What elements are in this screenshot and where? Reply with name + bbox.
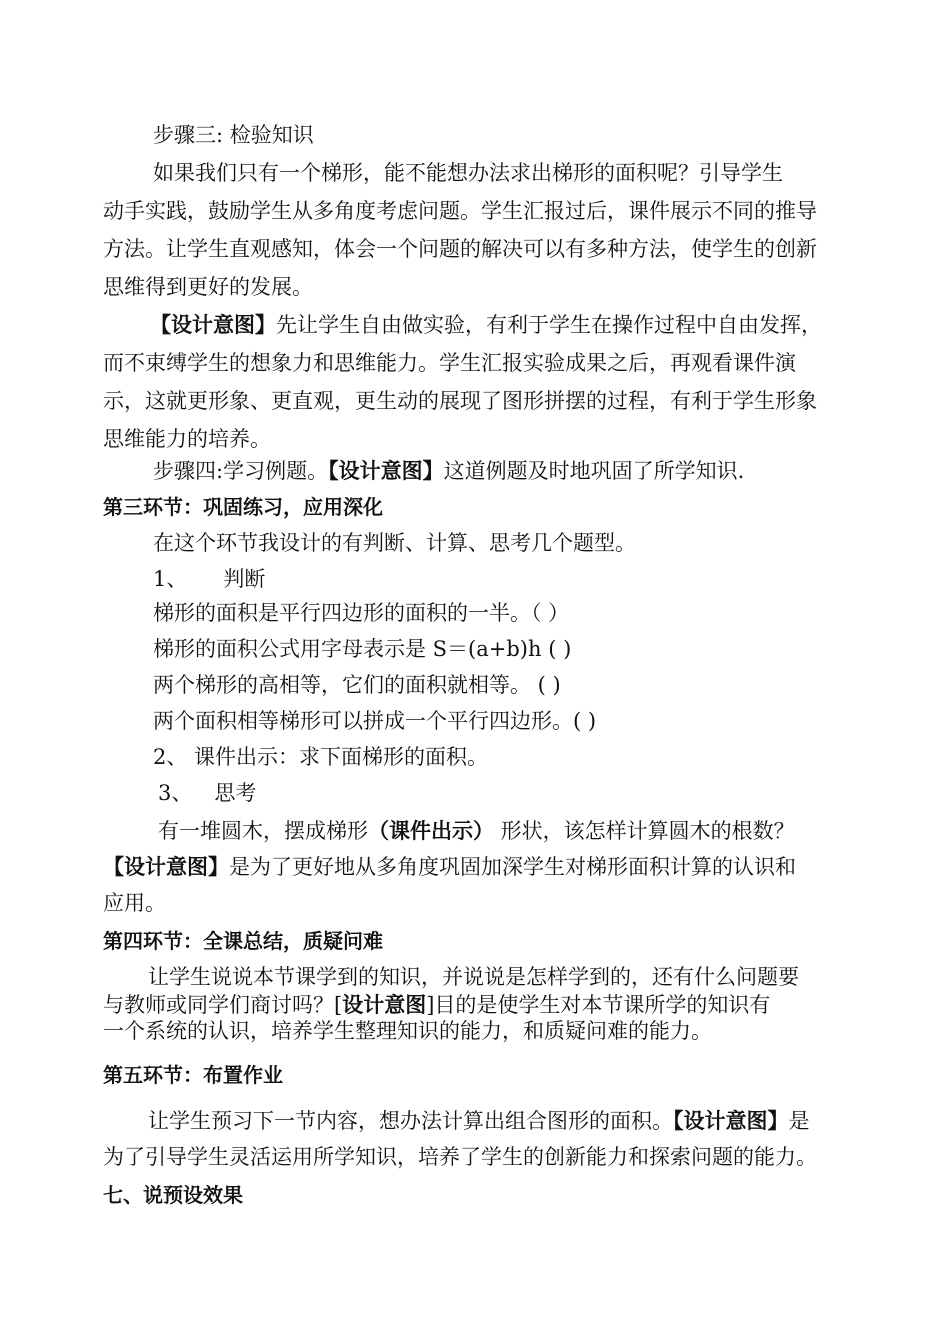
section-4-heading: 第四环节：全课总结，质疑问难 (103, 929, 383, 953)
paragraph-line: 应用。 (103, 891, 166, 915)
design-intent-label: 【设计意图】 (150, 313, 276, 337)
intent-paragraph: 【设计意图】先让学生自由做实验，有利于学生在操作过程中自由发挥， (150, 313, 822, 337)
step3-title: 步骤三: 检验知识 (153, 123, 314, 147)
think-question: 有一堆圆木，摆成梯形（课件出示） 形状，该怎样计算圆木的根数？ (158, 819, 795, 843)
paragraph-line: 思维得到更好的发展。 (103, 275, 313, 299)
section-3-heading: 第三环节：巩固练习，应用深化 (103, 495, 383, 519)
paragraph-line: 而不束缚学生的想象力和思维能力。学生汇报实验成果之后，再观看课件演 (103, 351, 796, 375)
paragraph-line: 让学生预习下一节内容，想办法计算出组合图形的面积。【设计意图】是 (148, 1109, 810, 1133)
judge-item: 梯形的面积公式用字母表示是 S＝(a+b)h ( ) (153, 637, 572, 661)
question-3-heading: 3、 思考 (158, 781, 257, 805)
paragraph-line: 为了引导学生灵活运用所学知识，培养了学生的创新能力和探索问题的能力。 (103, 1145, 817, 1169)
judge-item: 两个面积相等梯形可以拼成一个平行四边形。( ) (153, 709, 597, 733)
paragraph-line: 示，这就更形象、更直观，更生动的展现了图形拼摆的过程，有利于学生形象 (103, 389, 817, 413)
paragraph-line: 与教师或同学们商讨吗？[设计意图]目的是使学生对本节课所学的知识有 (103, 993, 771, 1017)
paragraph-line: 如果我们只有一个梯形，能不能想办法求出梯形的面积呢？引导学生 (153, 161, 783, 185)
paragraph-line: 动手实践，鼓励学生从多角度考虑问题。学生汇报过后，课件展示不同的推导 (103, 199, 817, 223)
design-intent-label: 【设计意图】 (328, 459, 444, 483)
section-7-heading: 七、说预设效果 (103, 1183, 243, 1207)
judge-item: 梯形的面积是平行四边形的面积的一半。（ ） (153, 601, 570, 625)
design-intent-label: 【设计意图】 (673, 1109, 789, 1133)
design-intent-label: 设计意图 (342, 993, 427, 1017)
paragraph-line: 思维能力的培养。 (103, 427, 271, 451)
design-intent-label: 【设计意图】 (103, 855, 229, 879)
paragraph-line: 一个系统的认识，培养学生整理知识的能力，和质疑问难的能力。 (103, 1019, 712, 1043)
intent-paragraph: 【设计意图】是为了更好地从多角度巩固加深学生对梯形面积计算的认识和 (103, 855, 796, 879)
paragraph-line: 方法。让学生直观感知，体会一个问题的解决可以有多种方法，使学生的创新 (103, 237, 817, 261)
step4-line: 步骤四:学习例题。【设计意图】这道例题及时地巩固了所学知识. (153, 459, 745, 483)
section-5-heading: 第五环节：布置作业 (103, 1063, 283, 1087)
question-1-heading: 1、 判断 (153, 567, 266, 591)
paragraph-line: 让学生说说本节课学到的知识，并说说是怎样学到的，还有什么问题要 (148, 965, 799, 989)
judge-item: 两个梯形的高相等，它们的面积就相等。 ( ) (153, 673, 561, 697)
section-3-intro: 在这个环节我设计的有判断、计算、思考几个题型。 (153, 531, 636, 555)
question-2: 2、 课件出示：求下面梯形的面积。 (153, 745, 489, 769)
